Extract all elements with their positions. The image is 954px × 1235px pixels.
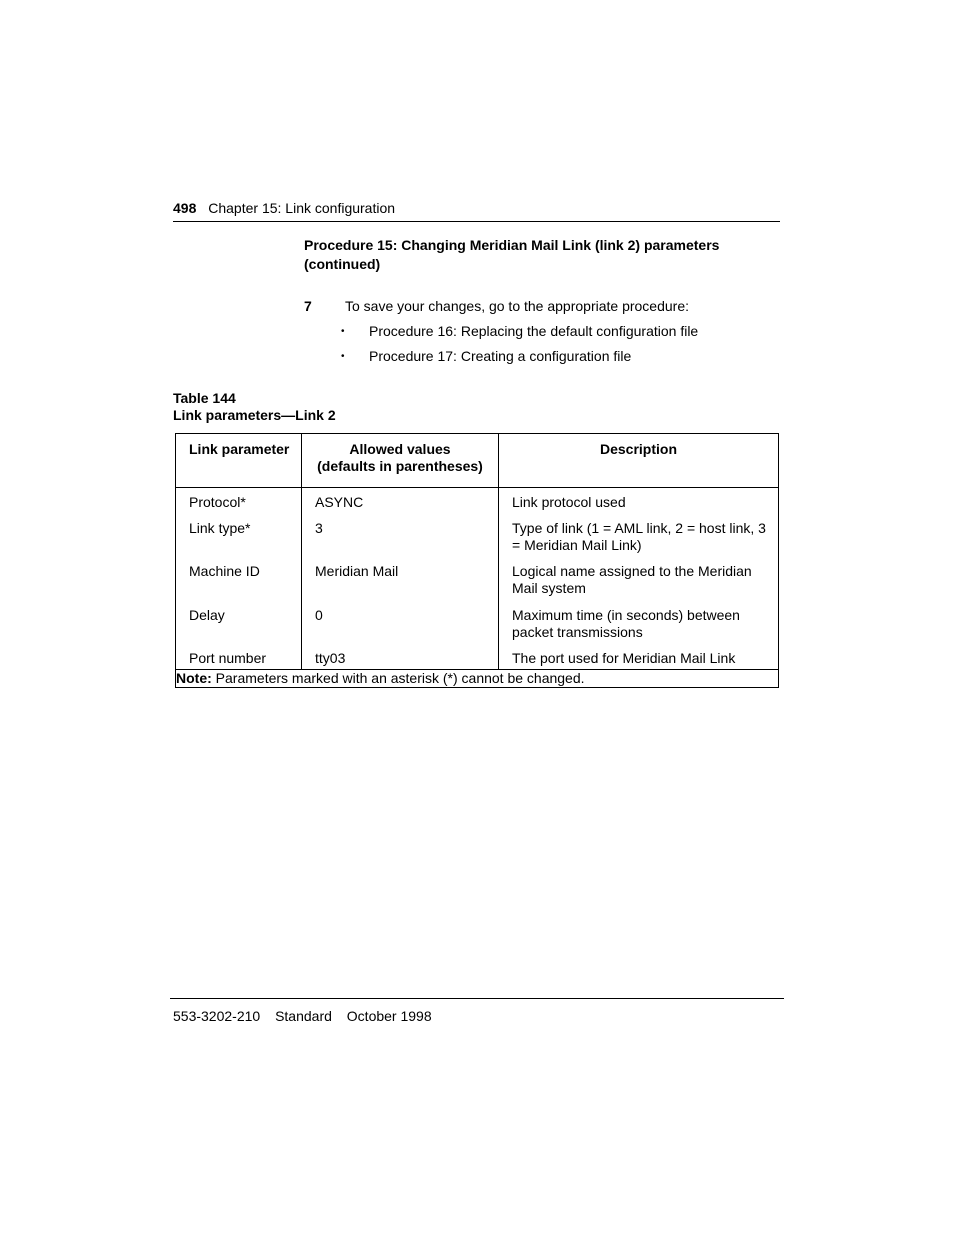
column-header-parameter: Link parameter bbox=[176, 434, 302, 488]
cell-parameter: Delay bbox=[176, 602, 302, 646]
document-number: 553-3202-210 bbox=[173, 1008, 261, 1024]
procedure-title: Procedure 15: Changing Meridian Mail Link (link 2) parameters (continued) bbox=[304, 237, 720, 272]
column-header-values-line2: (defaults in parentheses) bbox=[317, 458, 483, 474]
bullet-item: Procedure 17: Creating a configuration file bbox=[369, 348, 632, 364]
document-status: Standard bbox=[275, 1008, 332, 1024]
cell-description: Link protocol used bbox=[499, 488, 779, 516]
bullet-item: Procedure 16: Replacing the default configuration file bbox=[369, 323, 699, 339]
link-parameters-table bbox=[175, 433, 779, 688]
cell-value: ASYNC bbox=[302, 488, 499, 516]
cell-description: The port used for Meridian Mail Link bbox=[499, 646, 779, 670]
cell-parameter: Protocol* bbox=[176, 488, 302, 516]
cell-value: tty03 bbox=[302, 646, 499, 670]
column-header-description: Description bbox=[499, 434, 779, 488]
table-title: Link parameters—Link 2 bbox=[173, 407, 336, 423]
document-date: October 1998 bbox=[346, 1008, 432, 1024]
table-caption bbox=[173, 390, 336, 424]
bullet-icon: • bbox=[341, 351, 345, 362]
running-header bbox=[173, 200, 395, 216]
table-note-row bbox=[176, 670, 779, 688]
cell-description: Maximum time (in seconds) between packet transmissions bbox=[499, 602, 779, 646]
column-header-values-line1: Allowed values bbox=[349, 441, 451, 457]
chapter-title: Chapter 15: Link configuration bbox=[208, 200, 396, 216]
column-header-values bbox=[302, 434, 499, 488]
step-number: 7 bbox=[304, 298, 312, 314]
table-note bbox=[176, 670, 779, 688]
table-row bbox=[176, 488, 779, 516]
cell-parameter: Port number bbox=[176, 646, 302, 670]
cell-parameter: Link type* bbox=[176, 515, 302, 558]
page-number: 498 bbox=[173, 200, 197, 216]
step-text: To save your changes, go to the appropriate procedure: bbox=[345, 298, 689, 314]
note-text: Parameters marked with an asterisk (*) cannot be changed. bbox=[215, 670, 585, 686]
table-row bbox=[176, 602, 779, 646]
cell-parameter: Machine ID bbox=[176, 558, 302, 602]
cell-description: Logical name assigned to the Meridian Mail system bbox=[499, 558, 779, 602]
cell-description: Type of link (1 = AML link, 2 = host link, 3 = Meridian Mail Link) bbox=[499, 515, 779, 558]
table-header-row bbox=[176, 434, 779, 488]
table-row bbox=[176, 558, 779, 602]
table-row bbox=[176, 646, 779, 670]
bullet-icon: • bbox=[341, 326, 345, 337]
header-rule bbox=[173, 221, 780, 222]
page-footer bbox=[173, 1008, 443, 1024]
cell-value: 3 bbox=[302, 515, 499, 558]
table-number: Table 144 bbox=[173, 390, 236, 406]
footer-rule bbox=[170, 998, 784, 999]
note-label: Note: bbox=[176, 670, 212, 686]
table-row bbox=[176, 515, 779, 558]
cell-value: 0 bbox=[302, 602, 499, 646]
cell-value: Meridian Mail bbox=[302, 558, 499, 602]
